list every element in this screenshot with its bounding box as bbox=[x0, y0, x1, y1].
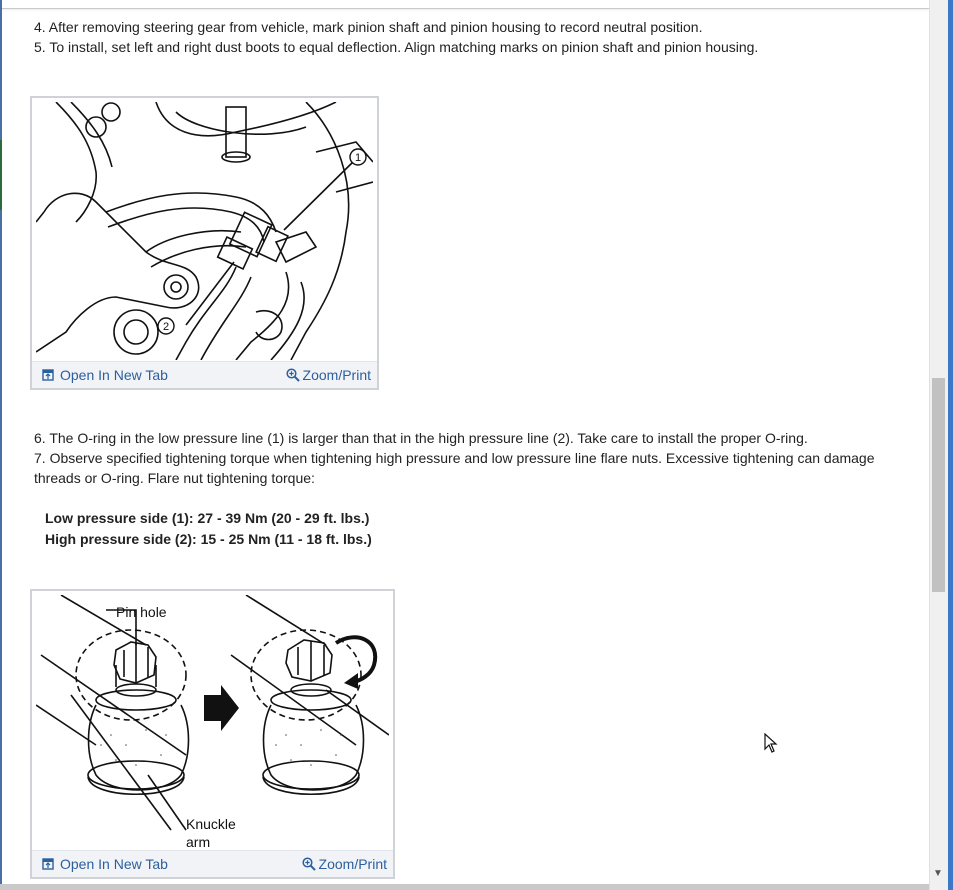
open-in-new-tab-label: Open In New Tab bbox=[60, 856, 168, 872]
open-new-tab-icon bbox=[42, 858, 54, 870]
figure-steering-lines bbox=[30, 96, 379, 390]
open-in-new-tab-link[interactable] bbox=[42, 367, 168, 383]
rotation-arrow-icon bbox=[344, 673, 358, 689]
callout-1-label: 1 bbox=[354, 152, 362, 164]
torque-high-pressure: High pressure side (2): 15 - 25 Nm (11 - 18 ft. lbs.) bbox=[45, 531, 372, 547]
figure-steering-lines-image[interactable] bbox=[36, 102, 373, 360]
knuckle-label: Knuckle bbox=[186, 816, 236, 832]
knuckle-arm-illustration bbox=[36, 595, 389, 853]
zoom-print-link[interactable] bbox=[286, 367, 371, 383]
window-border-accent bbox=[948, 0, 953, 890]
arm-label: arm bbox=[186, 834, 211, 850]
mouse-cursor-icon bbox=[764, 733, 778, 753]
figure-toolbar bbox=[32, 361, 377, 388]
figure-knuckle-arm-image[interactable] bbox=[36, 595, 389, 853]
zoom-print-link[interactable] bbox=[302, 856, 387, 872]
callout-2-label: 2 bbox=[162, 321, 170, 333]
zoom-print-label: Zoom/Print bbox=[318, 856, 387, 872]
figure-toolbar bbox=[32, 850, 393, 877]
direction-arrow-icon bbox=[204, 685, 239, 731]
scroll-down-arrow-icon[interactable]: ▼ bbox=[933, 868, 943, 879]
zoom-print-label: Zoom/Print bbox=[302, 367, 371, 383]
step-4: 4. After removing steering gear from vehicle, mark pinion shaft and pinion housing to record neutral position. bbox=[34, 19, 703, 35]
left-window-accent bbox=[0, 140, 2, 210]
torque-low-pressure: Low pressure side (1): 27 - 39 Nm (20 - 29 ft. lbs.) bbox=[45, 510, 370, 526]
left-window-edge bbox=[0, 0, 2, 890]
step-7: 7. Observe specified tightening torque when tightening high pressure and low pressure line flare nuts. Excessive tightening can damage threads or O-ring. Flare nut tightening torque: bbox=[34, 450, 875, 486]
vertical-scrollbar[interactable] bbox=[929, 0, 953, 890]
figure-knuckle-arm bbox=[30, 589, 395, 879]
top-toolbar-edge bbox=[0, 0, 929, 9]
step-5: 5. To install, set left and right dust boots to equal deflection. Align matching marks on pinion shaft and pinion housing. bbox=[34, 39, 759, 55]
open-in-new-tab-link[interactable] bbox=[42, 856, 168, 872]
open-in-new-tab-label: Open In New Tab bbox=[60, 367, 168, 383]
pin-hole-label: Pin hole bbox=[116, 604, 167, 620]
bottom-window-edge bbox=[0, 884, 929, 890]
zoom-icon bbox=[302, 857, 316, 871]
zoom-icon bbox=[286, 368, 300, 382]
scrollbar-thumb[interactable] bbox=[932, 378, 945, 592]
step-6: 6. The O-ring in the low pressure line (1) is larger than that in the high pressure line (2). Take care to install the proper O-ring. bbox=[34, 430, 808, 446]
steering-line-illustration bbox=[36, 102, 373, 360]
open-new-tab-icon bbox=[42, 369, 54, 381]
